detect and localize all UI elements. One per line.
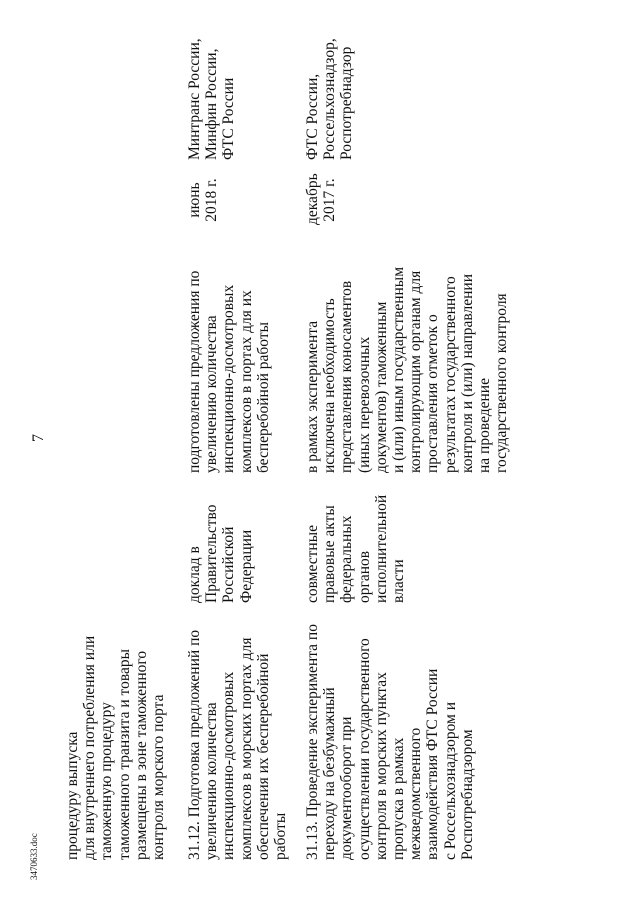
text-line: 31.12. Подготовка предложений по <box>186 629 203 860</box>
text-line: ФТС России <box>220 77 238 160</box>
result-cell <box>186 271 272 473</box>
responsible-cell <box>186 38 238 160</box>
deadline-cell <box>186 175 220 225</box>
measure-cell <box>304 624 476 860</box>
text-line: (иных перевозочных <box>355 336 373 473</box>
text-line: декабрь <box>304 173 321 225</box>
text-line: увеличению количества <box>203 315 221 473</box>
text-line: подготовлены предложения по <box>186 270 203 473</box>
text-line: Минфин России, <box>203 48 221 160</box>
responsible-cell <box>304 38 356 160</box>
text-line: исключена необходимость <box>321 298 339 473</box>
text-line: Федерации <box>237 529 255 603</box>
text-line: с Россельхознадзором и <box>441 701 459 860</box>
text-line: межведомственного <box>407 727 425 860</box>
text-line: представления коносаментов <box>338 280 356 473</box>
text-line: Правительство <box>203 504 221 603</box>
text-line: комплексов в морских портах для <box>237 637 255 860</box>
text-line: инспекционно-досмотровых <box>220 284 238 473</box>
text-line: контроля в морских пунктах <box>372 672 390 860</box>
text-line: таможенного транзита и товары <box>115 648 133 860</box>
text-line: документооборот при <box>338 716 356 860</box>
document-type-cell <box>186 504 255 603</box>
text-line: Роспотребнадзор <box>338 46 356 160</box>
text-line: 31.13. Проведение эксперимента по <box>304 624 321 860</box>
text-line: 2018 г. <box>203 178 221 222</box>
text-line: власти <box>390 559 408 603</box>
text-line: органов <box>355 550 373 603</box>
text-line: исполнительной <box>372 494 390 603</box>
result-cell <box>304 267 510 473</box>
measure-cell <box>64 636 167 860</box>
text-line: проставления отметок о <box>424 314 442 473</box>
text-line: на проведение <box>476 378 494 473</box>
document-type-cell <box>304 495 407 603</box>
deadline-cell <box>304 175 338 225</box>
text-line: переходу на безбумажный <box>321 687 339 860</box>
text-line: Российской <box>220 526 238 603</box>
text-line: июнь <box>186 182 203 218</box>
text-line: Россельхознадзор, <box>321 38 339 160</box>
measure-cell <box>186 630 289 860</box>
text-line: бесперебойной работы <box>254 321 272 473</box>
text-line: обеспечения их бесперебойной <box>254 653 272 860</box>
text-line: Минтранс России, <box>186 38 203 160</box>
text-line: в рамках эксперимента <box>304 320 321 473</box>
text-line: контролирующим органам для <box>407 270 425 473</box>
text-line: работы <box>272 812 290 860</box>
text-line: доклад в <box>186 546 203 603</box>
text-line: осуществлении государственного <box>355 638 373 860</box>
page-number: 7 <box>30 434 47 442</box>
text-line: документов) таможенным <box>372 301 390 473</box>
text-line: увеличению количества <box>203 702 221 860</box>
text-line: процедуру выпуска <box>64 731 81 860</box>
footer-code: 3470633.doc <box>29 833 39 880</box>
text-line: совместные <box>304 525 321 603</box>
text-line: таможенную процедуру <box>98 702 116 860</box>
text-line: результатах государственного <box>441 276 459 473</box>
text-line: ФТС России, <box>304 73 321 160</box>
text-line: комплексов в портах для их <box>237 290 255 473</box>
text-line: Роспотребнадзором <box>458 729 476 860</box>
footer-code-wrapper <box>24 833 42 880</box>
text-line: контроля и (или) направлении <box>458 274 476 473</box>
text-line: правовые акты <box>321 505 339 603</box>
text-line: для внутреннего потребления или <box>81 635 99 860</box>
text-line: контроля морского порта <box>150 694 168 860</box>
text-line: федеральных <box>338 515 356 603</box>
text-line: взаимодействия ФТС России <box>424 668 442 860</box>
text-line: 2017 г. <box>321 178 339 222</box>
text-line: пропуска в рамках <box>390 737 408 860</box>
text-line: и (или) иным государственным <box>390 266 408 473</box>
text-line: размещены в зоне таможенного <box>132 650 150 860</box>
text-line: государственного контроля <box>493 293 511 473</box>
text-line: инспекционно-досмотровых <box>220 671 238 860</box>
